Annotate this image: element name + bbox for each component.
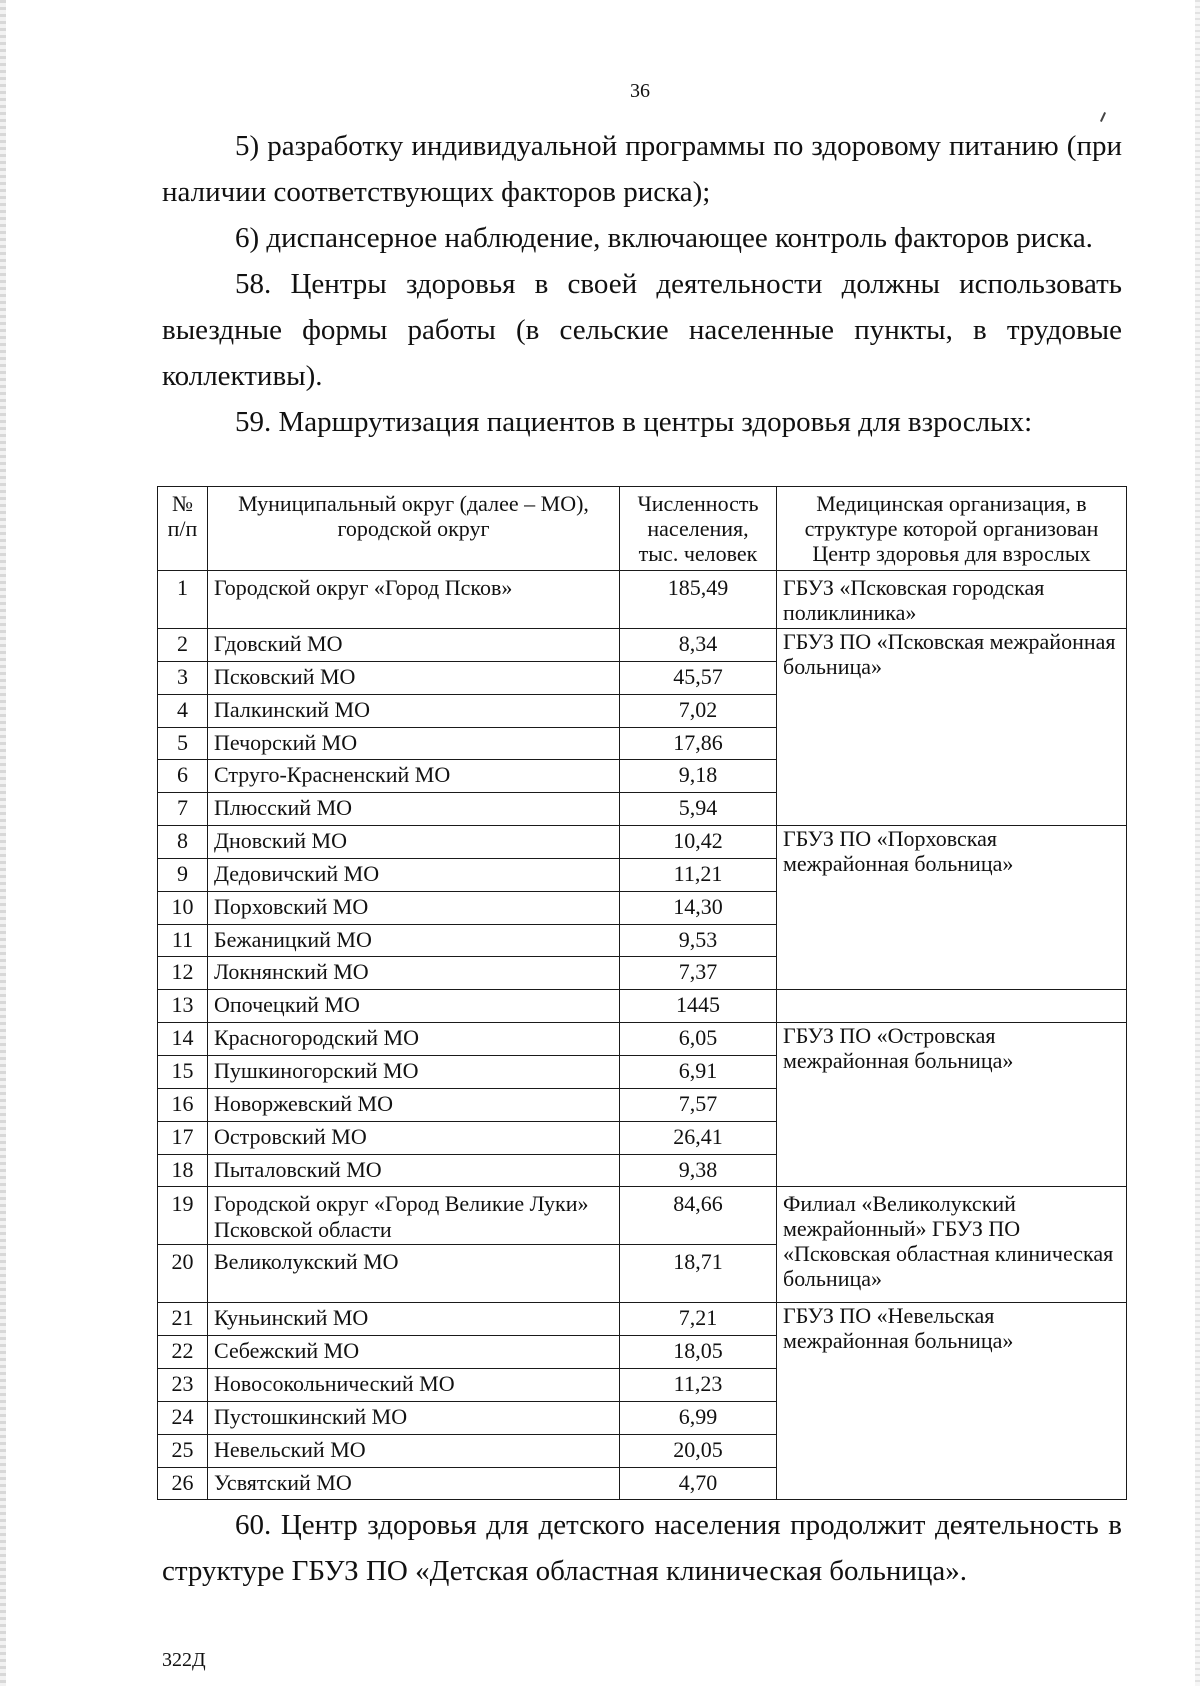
paragraph-58: 58. Центры здоровья в своей деятельности должны использовать выездные формы работы (в сельские населенные пункты, в трудовые коллективы).	[162, 268, 1122, 392]
table-header-row	[158, 487, 1127, 571]
row-number: 25	[158, 1434, 208, 1467]
header-population: Численность населения, тыс. человек	[620, 487, 777, 571]
district-name: Пушкиногорский МО	[208, 1055, 620, 1088]
scan-edge-right	[1195, 0, 1200, 1686]
population-value: 7,37	[620, 957, 777, 990]
row-number: 1	[158, 571, 208, 629]
row-number: 3	[158, 661, 208, 694]
table-row	[158, 826, 1127, 859]
district-name: Островский МО	[208, 1121, 620, 1154]
table-row	[158, 1303, 1127, 1336]
body-text-bottom	[162, 1502, 1122, 1594]
table-row	[158, 571, 1127, 629]
organization-cell: ГБУЗ ПО «Порховская межрайонная больница»	[777, 826, 1127, 990]
district-name: Опочецкий МО	[208, 990, 620, 1023]
population-value: 7,21	[620, 1303, 777, 1336]
district-name: Городской округ «Город Великие Луки» Псковской области	[208, 1187, 620, 1245]
table-row	[158, 990, 1127, 1023]
district-name: Плюсский МО	[208, 793, 620, 826]
organization-cell: ГБУЗ «Псковская городская поликлиника»	[777, 571, 1127, 629]
row-number: 15	[158, 1055, 208, 1088]
paragraph-60: 60. Центр здоровья для детского населения продолжит деятельность в структуре ГБУЗ ПО «Детская областная клиническая больница».	[162, 1509, 1122, 1587]
paragraph-item-5: 5) разработку индивидуальной программы по здоровому питанию (при наличии соответствующих факторов риска);	[162, 130, 1122, 208]
body-text-top	[162, 123, 1122, 445]
table-heading: 59. Маршрутизация пациентов в центры здоровья для взрослых:	[235, 406, 1033, 438]
organization-cell-empty	[777, 990, 1127, 1023]
population-value: 26,41	[620, 1121, 777, 1154]
header-district: Муниципальный округ (далее – МО), городской округ	[208, 487, 620, 571]
row-number: 10	[158, 891, 208, 924]
population-value: 17,86	[620, 727, 777, 760]
district-name: Красногородский МО	[208, 1023, 620, 1056]
row-number: 19	[158, 1187, 208, 1245]
population-value: 1445	[620, 990, 777, 1023]
district-name: Бежаницкий МО	[208, 924, 620, 957]
population-value: 10,42	[620, 826, 777, 859]
district-name: Невельский МО	[208, 1434, 620, 1467]
population-value: 11,21	[620, 858, 777, 891]
row-number: 18	[158, 1154, 208, 1187]
population-value: 84,66	[620, 1187, 777, 1245]
district-name: Себежский МО	[208, 1336, 620, 1369]
routing-table	[157, 486, 1127, 1500]
table-row	[158, 629, 1127, 662]
district-name: Пустошкинский МО	[208, 1401, 620, 1434]
row-number: 2	[158, 629, 208, 662]
row-number: 23	[158, 1369, 208, 1402]
row-number: 8	[158, 826, 208, 859]
paragraph-item-6: 6) диспансерное наблюдение, включающее контроль факторов риска.	[235, 222, 1093, 254]
scan-mark	[1100, 112, 1106, 122]
district-name: Порховский МО	[208, 891, 620, 924]
district-name: Великолукский МО	[208, 1245, 620, 1303]
population-value: 18,05	[620, 1336, 777, 1369]
row-number: 11	[158, 924, 208, 957]
organization-cell: ГБУЗ ПО «Невельская межрайонная больница»	[777, 1303, 1127, 1500]
population-value: 14,30	[620, 891, 777, 924]
row-number: 24	[158, 1401, 208, 1434]
population-value: 5,94	[620, 793, 777, 826]
population-value: 18,71	[620, 1245, 777, 1303]
population-value: 11,23	[620, 1369, 777, 1402]
row-number: 9	[158, 858, 208, 891]
district-name: Новосокольнический МО	[208, 1369, 620, 1402]
population-value: 9,38	[620, 1154, 777, 1187]
row-number: 5	[158, 727, 208, 760]
document-code: 322Д	[162, 1649, 206, 1671]
population-value: 9,53	[620, 924, 777, 957]
population-value: 185,49	[620, 571, 777, 629]
district-name: Локнянский МО	[208, 957, 620, 990]
header-organization: Медицинская организация, в структуре которой организован Центр здоровья для взрослых	[777, 487, 1127, 571]
district-name: Гдовский МО	[208, 629, 620, 662]
row-number: 21	[158, 1303, 208, 1336]
population-value: 9,18	[620, 760, 777, 793]
district-name: Пыталовский МО	[208, 1154, 620, 1187]
scan-edge-left	[0, 0, 6, 1686]
district-name: Псковский МО	[208, 661, 620, 694]
district-name: Дедовичский МО	[208, 858, 620, 891]
population-value: 7,02	[620, 694, 777, 727]
district-name: Городской округ «Город Псков»	[208, 571, 620, 629]
population-value: 4,70	[620, 1467, 777, 1500]
population-value: 20,05	[620, 1434, 777, 1467]
district-name: Дновский МО	[208, 826, 620, 859]
organization-cell: ГБУЗ ПО «Островская межрайонная больница»	[777, 1023, 1127, 1187]
row-number: 12	[158, 957, 208, 990]
row-number: 4	[158, 694, 208, 727]
row-number: 7	[158, 793, 208, 826]
population-value: 7,57	[620, 1088, 777, 1121]
population-value: 6,99	[620, 1401, 777, 1434]
table-row	[158, 1023, 1127, 1056]
organization-cell: ГБУЗ ПО «Псковская межрайонная больница»	[777, 629, 1127, 826]
row-number: 14	[158, 1023, 208, 1056]
population-value: 45,57	[620, 661, 777, 694]
table-row	[158, 1187, 1127, 1245]
population-value: 6,05	[620, 1023, 777, 1056]
row-number: 16	[158, 1088, 208, 1121]
population-value: 6,91	[620, 1055, 777, 1088]
row-number: 20	[158, 1245, 208, 1303]
organization-cell: Филиал «Великолукский межрайонный» ГБУЗ ПО «Псковская областная клиническая больница»	[777, 1187, 1127, 1303]
page-number: 36	[630, 80, 650, 102]
row-number: 13	[158, 990, 208, 1023]
row-number: 6	[158, 760, 208, 793]
district-name: Печорский МО	[208, 727, 620, 760]
row-number: 17	[158, 1121, 208, 1154]
district-name: Струго-Красненский МО	[208, 760, 620, 793]
district-name: Новоржевский МО	[208, 1088, 620, 1121]
row-number: 26	[158, 1467, 208, 1500]
district-name: Куньинский МО	[208, 1303, 620, 1336]
population-value: 8,34	[620, 629, 777, 662]
district-name: Палкинский МО	[208, 694, 620, 727]
district-name: Усвятский МО	[208, 1467, 620, 1500]
row-number: 22	[158, 1336, 208, 1369]
header-number: № п/п	[158, 487, 208, 571]
